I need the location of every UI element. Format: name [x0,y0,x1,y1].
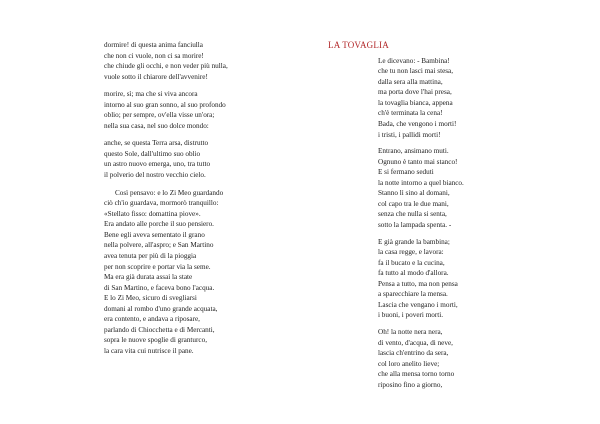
verse-line: dormire! di questa anima fanciulla [104,41,203,49]
verse-line: E si fermano seduti [378,168,434,176]
verse-line: Lascia che vengano i morti, [378,301,458,309]
verse-line: la notte intorno a quel bianco. [378,179,464,187]
verse-line: di San Martino, e faceva bono l'acqua. [104,284,215,292]
verse-line: sotto la lampada spenta. - [378,221,452,229]
verse-line: dalla sera alla mattina, [378,78,443,86]
verse-line: il polverio del nostro vecchio cielo. [104,171,206,179]
verse-line: Così pensavo: e lo Zi Meo guardando [115,189,224,197]
verse-line: Bene egli aveva sementato il grano [104,231,205,239]
verse-line: intorno al suo gran sonno, al suo profondo [104,101,226,109]
verse-line: E già grande la bambina; [378,238,450,246]
verse-line: col loro anelito lieve; [378,360,440,368]
verse-line: parlando di Chiocchetta e di Mercanti, [104,326,215,334]
verse-line: Ma era già durata assai la state [104,273,193,281]
verse-line: Pensa a tutto, ma non pensa [378,280,458,288]
verse-line: la tovaglia bianca, appena [378,99,453,107]
verse-line: Ognuno è tanto mai stanco! [378,158,458,166]
verse-line: questo Sole, dall'ultimo suo oblio [104,150,201,158]
verse-line: era contento, e andava a riposare, [104,315,200,323]
verse-line: a sparecchiare la mensa. [378,290,448,298]
verse-line: la cara vita cui nutrisce il pane. [104,347,194,355]
verse-line: Oh! la notte nera nera, [378,328,443,336]
verse-line: ma porta dove l'hai presa, [378,88,452,96]
poem-title: LA TOVAGLIA [328,40,389,50]
verse-line: ciò ch'io guardava, mormorò tranquillo: [104,199,219,207]
verse-line: avea tenuta per più di la pioggia [104,252,197,260]
right-page [300,0,600,424]
verse-line: domani al rombo d'uno grande acquata, [104,305,218,313]
verse-line: i tristi, i pallidi morti! [378,131,441,139]
verse-line: col capo tra le due mani, [378,200,449,208]
verse-line: morire, sì; ma che si viva ancora [104,90,198,98]
verse-line: che non ci vuole, non ci sa morire! [104,52,204,60]
verse-line: la casa regge, e lavora: [378,248,444,256]
verse-line: ch'è terminata la cena! [378,109,443,117]
verse-line: senza che nulla si senta, [378,210,447,218]
verse-line: Era andato alle porche il suo pensiero. [104,220,214,228]
verse-line: oblio; per sempre, ov'ella visse un'ora; [104,111,215,119]
verse-line: fa tutto al modo d'allora. [378,269,449,277]
verse-line: riposino fino a giorno, [378,381,443,389]
verse-line: Entrano, ansimano muti. [378,147,449,155]
verse-line: Stanno lì sino al domani, [378,189,450,197]
verse-line: «Stellato fisso: domattina piove». [104,210,201,218]
verse-line: un astro nuovo emerga, uno, tra tutto [104,160,211,168]
verse-line: vuole sotto il chiarore dell'avvenire! [104,73,208,81]
verse-line: che chiude gli occhi, e non veder più nulla, [104,62,228,70]
verse-line: che tu non lasci mai stesa, [378,67,454,75]
verse-line: lascia ch'entrino da sera, [378,349,449,357]
verse-line: E lo Zi Meo, sicuro di svegliarsi [104,294,197,302]
verse-line: i buoni, i poveri morti. [378,311,444,319]
verse-line: anche, se questa Terra arsa, distrutto [104,139,209,147]
verse-line: fa il bucato e la cucina, [378,259,445,267]
verse-line: per non scoprire e portar via la seme. [104,263,211,271]
verse-line: che alla mensa torno torno [378,370,455,378]
verse-line: di vento, d'acqua, di neve, [378,339,453,347]
verse-line: Bada, che vengono i morti! [378,120,457,128]
verse-line: Le dicevano: - Bambina! [378,57,450,65]
verse-line: nella polvere, all'aspro; e San Martino [104,241,214,249]
verse-line: nella sua casa, nel suo dolce mondo: [104,122,209,130]
verse-line: sopra le nuove spoglie di granturco, [104,336,207,344]
